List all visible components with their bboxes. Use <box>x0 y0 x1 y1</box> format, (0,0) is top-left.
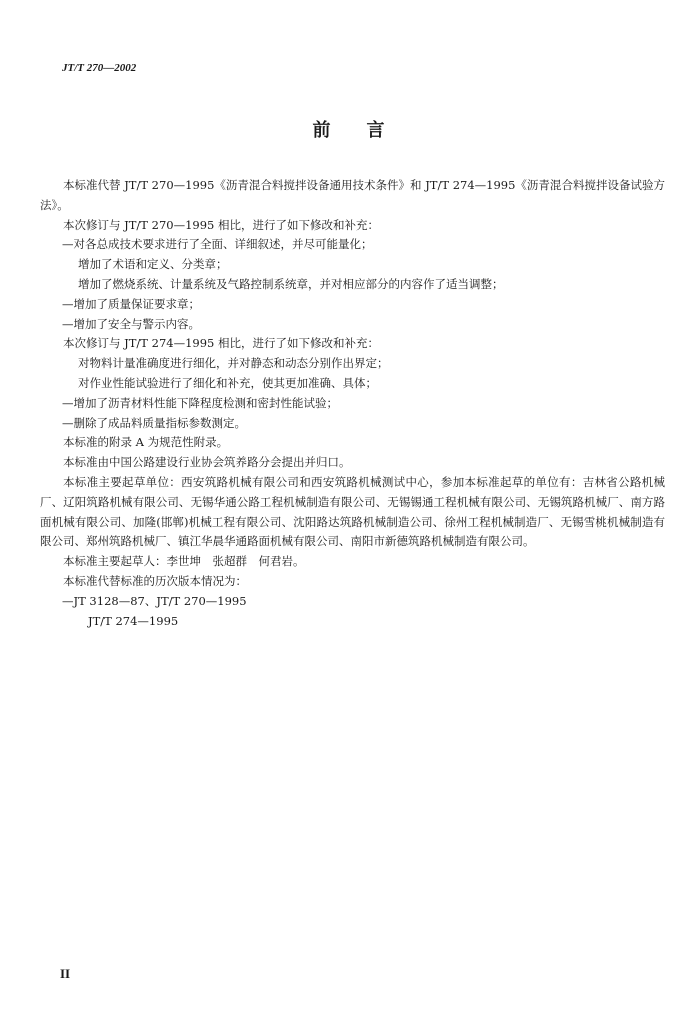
paragraph-drafting-units: 本标准主要起草单位：西安筑路机械有限公司和西安筑路机械测试中心，参加本标准起草的单位有：吉林省公路机械厂、辽阳筑路机械有限公司、无锡华通公路工程机械制造有限公司、无锡锡通工程机械有限公司、无锡筑路机械厂、南方路面机械有限公司、加隆(邯郸)机械工程有限公司、沈阳路达筑路机械制造公司、徐州工程机械制造厂、无锡雪桃机械制造有限公司、郑州筑路机械厂、镇江华晨华通路面机械有限公司、南阳市新德筑路机械制造有限公司。 <box>40 474 665 549</box>
list-item: —JT 3128—87、JT/T 270—1995 <box>62 593 247 608</box>
paragraph-revision-274: 本次修订与 JT/T 274—1995 相比，进行了如下修改和补充： <box>63 336 380 351</box>
list-item: —删除了成品料质量指标参数测定。 <box>62 415 246 430</box>
paragraph-replaces: 本标准代替 JT/T 270—1995《沥青混合料搅拌设备通用技术条件》和 JT/T 274—1995《沥青混合料搅拌设备试验方法》。 <box>40 178 665 212</box>
list-item: JT/T 274—1995 <box>88 613 179 628</box>
list-item: —增加了质量保证要求章； <box>62 296 200 311</box>
page-title: 前言 <box>312 120 421 141</box>
standard-code: JT/T 270—2002 <box>62 62 137 74</box>
list-item: —对各总成技术要求进行了全面、详细叙述，并尽可能量化； <box>62 237 373 252</box>
list-item: 对作业性能试验进行了细化和补充，使其更加准确、具体； <box>78 375 377 390</box>
paragraph-appendix: 本标准的附录 A 为规范性附录。 <box>63 435 229 450</box>
preface-body <box>40 176 665 631</box>
list-item: 对物料计量准确度进行细化，并对静态和动态分别作出界定； <box>78 356 389 371</box>
paragraph-revision-270: 本次修订与 JT/T 270—1995 相比，进行了如下修改和补充： <box>63 217 380 232</box>
paragraph-drafters: 本标准主要起草人：李世坤 张超群 何君岩。 <box>63 554 305 569</box>
list-item: —增加了安全与警示内容。 <box>62 316 200 331</box>
paragraph-proposer: 本标准由中国公路建设行业协会筑养路分会提出并归口。 <box>63 455 351 470</box>
page-number: II <box>60 966 71 981</box>
list-item: 增加了术语和定义、分类章； <box>78 257 228 272</box>
paragraph-history: 本标准代替标准的历次版本情况为： <box>63 573 247 588</box>
list-item: —增加了沥青材料性能下降程度检测和密封性能试验； <box>62 395 338 410</box>
list-item: 增加了燃烧系统、计量系统及气路控制系统章，并对相应部分的内容作了适当调整； <box>78 276 504 291</box>
